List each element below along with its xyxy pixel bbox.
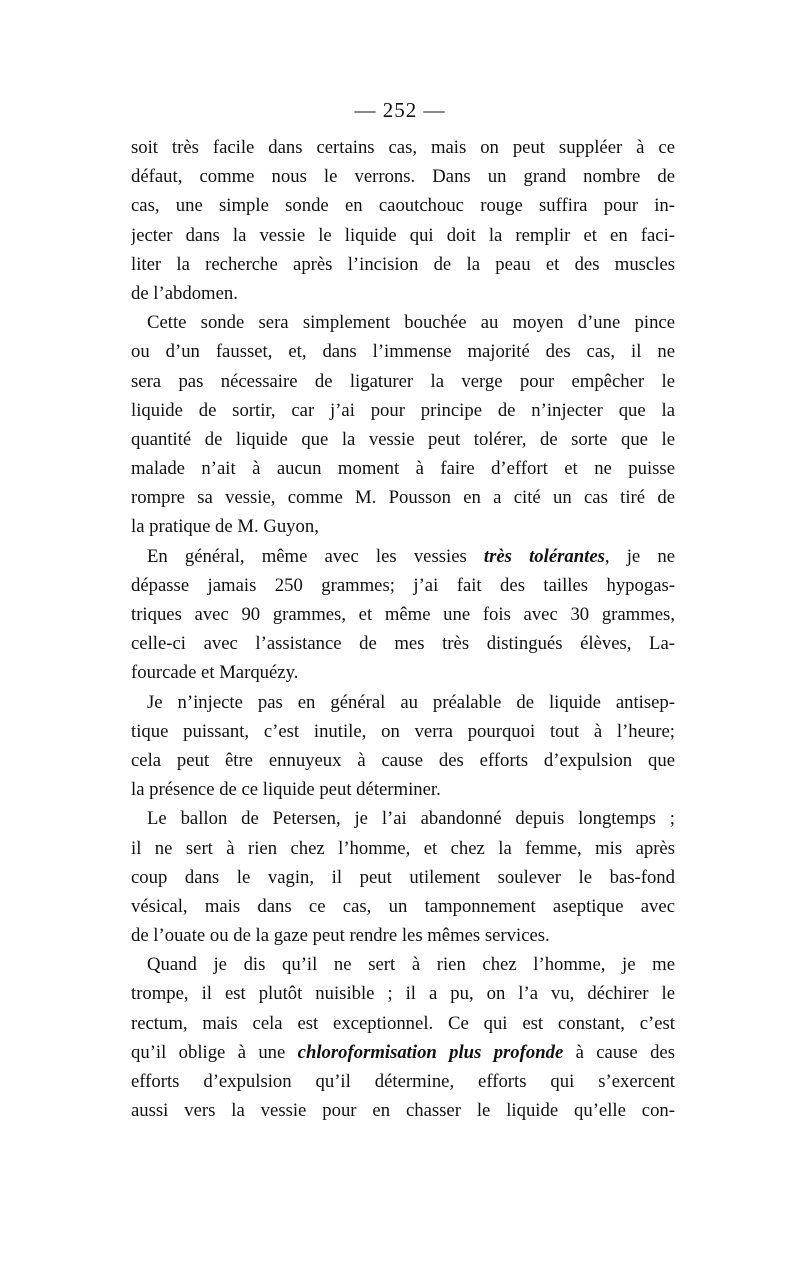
text-line: de l’ouate ou de la gaze peut rendre les mêmes services. — [131, 925, 550, 947]
text-line: quantité de liquide que la vessie peut tolérer, de sorte que le — [131, 428, 675, 450]
text-line: cela peut être ennuyeux à cause des efforts d’expulsion que — [131, 749, 675, 771]
text-line: liquide de sortir, car j’ai pour principe de n’injecter que la — [131, 399, 675, 421]
text-line: il ne sert à rien chez l’homme, et chez la femme, mis après — [131, 837, 675, 859]
text-line: tique puissant, c’est inutile, on verra pourquoi tout à l’heure; — [131, 720, 675, 742]
text-line: Je n’injecte pas en général au préalable de liquide antisep- — [147, 691, 675, 713]
text-line: jecter dans la vessie le liquide qui doit la remplir et en faci- — [131, 224, 675, 246]
body-text — [131, 133, 675, 1125]
text-line: Cette sonde sera simplement bouchée au moyen d’une pince — [147, 312, 675, 334]
text-line: trompe, il est plutôt nuisible ; il a pu, on l’a vu, déchirer le — [131, 983, 675, 1005]
text-line: efforts d’expulsion qu’il détermine, efforts qui s’exercent — [131, 1071, 675, 1092]
text-line: soit très facile dans certains cas, mais on peut suppléer à ce — [131, 137, 675, 158]
italic-emphasis: chloroformisation plus profonde — [297, 1041, 564, 1063]
text-line: Quand je dis qu’il ne sert à rien chez l’homme, je me — [147, 954, 675, 976]
text-line: triques avec 90 grammes, et même une fois avec 30 grammes, — [131, 604, 675, 625]
text-line: rectum, mais cela est exceptionnel. Ce qui est constant, c’est — [131, 1012, 675, 1034]
page-number: — 252 — — [354, 98, 446, 122]
text-line: sera pas nécessaire de ligaturer la verge pour empêcher le — [131, 370, 675, 392]
text-line: aussi vers la vessie pour en chasser le liquide qu’elle con- — [131, 1100, 675, 1122]
text-line: celle-ci avec l’assistance de mes très distingués élèves, La- — [131, 633, 675, 655]
text-line: malade n’ait à aucun moment à faire d’effort et ne puisse — [131, 458, 675, 480]
text-line: coup dans le vagin, il peut utilement soulever le bas-fond — [131, 866, 675, 888]
text-line: fourcade et Marquézy. — [131, 662, 299, 684]
text-line: la présence de ce liquide peut déterminer. — [131, 779, 441, 801]
text-line: défaut, comme nous le verrons. Dans un grand nombre de — [131, 166, 675, 188]
text-line — [131, 542, 675, 571]
text-run: , je ne — [604, 545, 675, 567]
text-line: Le ballon de Petersen, je l’ai abandonné depuis longtemps ; — [147, 808, 675, 830]
text-line: liter la recherche après l’incision de la peau et des muscles — [131, 253, 675, 275]
text-run: qu’il oblige à une — [131, 1041, 298, 1063]
text-line: la pratique de M. Guyon, — [131, 516, 319, 538]
text-line — [131, 1038, 675, 1067]
text-line: ou d’un fausset, et, dans l’immense majorité des cas, il ne — [131, 341, 675, 363]
text-run: à cause des — [563, 1041, 675, 1063]
text-line: vésical, mais dans ce cas, un tamponnement aseptique avec — [131, 895, 675, 917]
italic-emphasis: très tolérantes — [483, 545, 605, 567]
text-line: dépasse jamais 250 grammes; j’ai fait des tailles hypogas- — [131, 574, 675, 596]
text-line: de l’abdomen. — [131, 282, 238, 304]
text-run: En général, même avec les vessies — [147, 545, 484, 567]
text-line: rompre sa vessie, comme M. Pousson en a cité un cas tiré de — [131, 487, 675, 509]
text-line: cas, une simple sonde en caoutchouc rouge suffira pour in- — [131, 195, 675, 217]
